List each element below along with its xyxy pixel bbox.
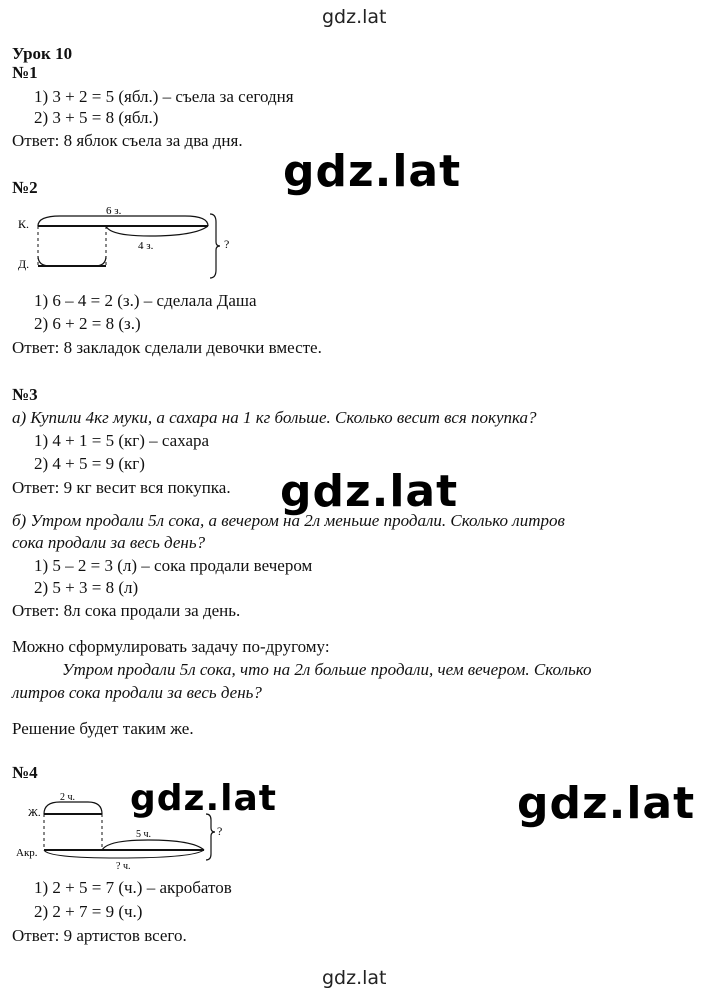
diagram-value: 6 з. [106,205,122,217]
watermark-bottom: gdz.lat [322,967,387,989]
answer-line: Ответ: 8л сока продали за день. [12,601,241,620]
solution-line: 1) 5 – 2 = 3 (л) – сока продали вечером [34,556,313,575]
watermark-large: gdz.lat [283,146,462,197]
watermark-top: gdz.lat [322,6,387,28]
solution-line: 2) 5 + 3 = 8 (л) [34,578,139,597]
answer-line: Ответ: 9 артистов всего. [12,926,187,945]
problem-text: Утром продали 5л сока, что на 2л больше продали, чем вечером. Сколько [62,660,592,679]
problem-text: а) Купили 4кг муки, а сахара на 1 кг больше. Сколько весит вся покупка? [12,408,537,427]
answer-line: Ответ: 9 кг весит вся покупка. [12,478,231,497]
task-number: №1 [12,63,38,82]
segment-diagram [10,202,250,282]
watermark-large: gdz.lat [280,466,459,517]
problem-text: литров сока продали за весь день? [12,683,262,702]
diagram-label: Д. [18,257,30,271]
problem-text: сока продали за весь день? [12,533,206,552]
solution-line: 2) 3 + 5 = 8 (ябл.) [34,108,159,127]
diagram-question: ? [217,824,223,838]
watermark-large: gdz.lat [517,778,696,829]
solution-line: 2) 6 + 2 = 8 (з.) [34,314,141,333]
task-number: №3 [12,385,38,404]
lesson-title: Урок 10 [12,44,73,63]
solution-line: 2) 2 + 7 = 9 (ч.) [34,902,143,921]
diagram-question: ? [224,237,230,251]
task-number: №4 [12,763,38,782]
solution-line: 1) 4 + 1 = 5 (кг) – сахара [34,431,210,450]
diagram-value: ? ч. [116,861,131,870]
answer-line: Ответ: 8 закладок сделали девочки вместе. [12,338,322,357]
task-number: №2 [12,178,38,197]
watermark-large: gdz.lat [130,778,278,819]
diagram-value: 5 ч. [136,829,152,840]
problem-text: б) Утром продали 5л сока, а вечером на 2л меньше продали. Сколько литров [12,511,565,530]
solution-line: 1) 3 + 2 = 5 (ябл.) – съела за сегодня [34,87,294,106]
answer-line: Ответ: 8 яблок съела за два дня. [12,131,243,150]
solution-line: 2) 4 + 5 = 9 (кг) [34,454,145,473]
segment-diagram [8,788,248,870]
diagram-label: Акр. [16,847,38,859]
diagram-value: 4 з. [138,240,154,252]
diagram-value: 2 ч. [60,792,76,803]
note-text: Решение будет таким же. [12,719,194,738]
diagram-label: Ж. [28,807,41,819]
diagram-label: К. [18,217,30,231]
solution-line: 1) 2 + 5 = 7 (ч.) – акробатов [34,878,232,897]
solution-line: 1) 6 – 4 = 2 (з.) – сделала Даша [34,291,257,310]
note-text: Можно сформулировать задачу по-другому: [12,637,330,656]
